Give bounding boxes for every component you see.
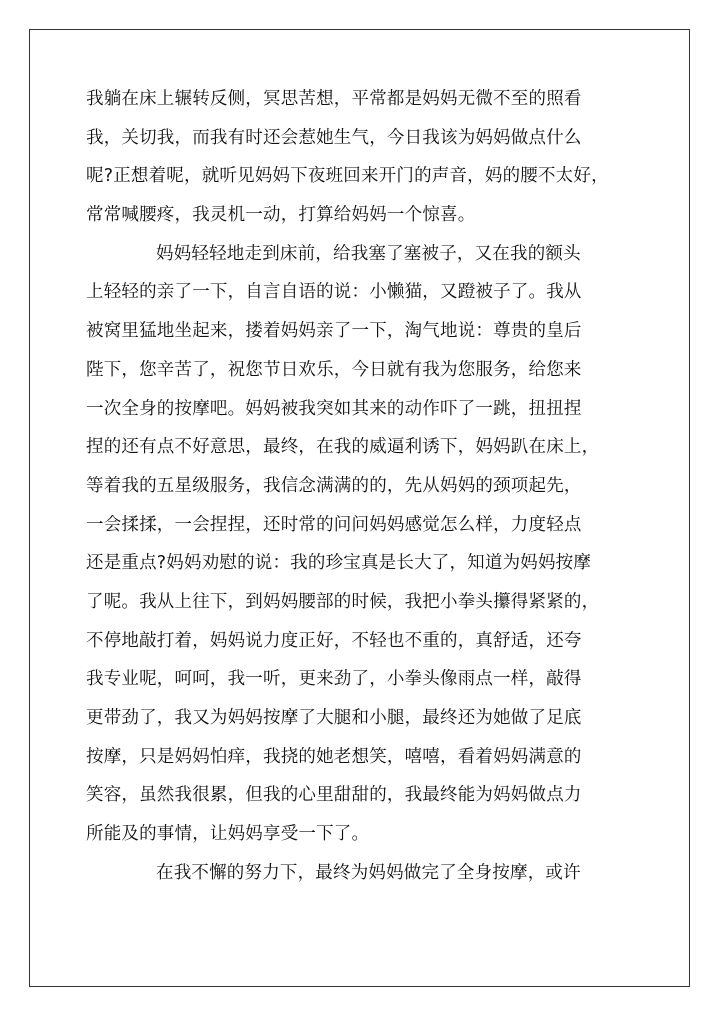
text-line: 常常喊腰疼，我灵机一动，打算给妈妈一个惊喜。	[86, 205, 476, 226]
text-line: 不停地敲打着，妈妈说力度正好，不轻也不重的，真舒适，还夸	[86, 630, 582, 651]
text-line: 等着我的五星级服务，我信念满满的的，先从妈妈的颈项起先，	[86, 475, 582, 496]
text-line: 更带劲了，我又为妈妈按摩了大腿和小腿，最终还为她做了足底	[86, 708, 582, 728]
text-line: 呢?正想着呢，就听见妈妈下夜班回来开门的声音，妈的腰不太好，	[86, 166, 609, 187]
text-line: 在我不懈的努力下，最终为妈妈做完了全身按摩，或许	[156, 862, 581, 883]
paragraph	[86, 854, 646, 893]
text-line: 被窝里猛地坐起来，搂着妈妈亲了一下，淘气地说：尊贵的皇后	[86, 321, 582, 342]
document-body	[86, 80, 646, 892]
text-line: 了呢。我从上往下，到妈妈腰部的时候，我把小拳头攥得紧紧的，	[86, 591, 600, 612]
text-line: 一次全身的按摩吧。妈妈被我突如其来的动作吓了一跳，扭扭捏	[86, 398, 582, 419]
text-line: 一会揉揉，一会捏捏，还时常的问问妈妈感觉怎么样，力度轻点	[86, 514, 582, 535]
text-line: 还是重点?妈妈劝慰的说：我的珍宝真是长大了，知道为妈妈按摩	[86, 553, 592, 574]
text-line: 我躺在床上辗转反侧，冥思苦想，平常都是妈妈无微不至的照看	[86, 89, 582, 109]
text-line: 上轻轻的亲了一下，自言自语的说：小懒猫，又蹬被子了。我从	[86, 282, 582, 303]
paragraph	[86, 80, 646, 235]
text-line: 妈妈轻轻地走到床前，给我塞了塞被子，又在我的额头	[156, 243, 581, 264]
paragraph	[86, 235, 646, 854]
text-line: 陛下，您辛苦了，祝您节日欢乐，今日就有我为您服务，给您来	[86, 359, 582, 380]
text-line: 我专业呢，呵呵，我一听，更来劲了，小拳头像雨点一样，敲得	[86, 669, 582, 690]
text-line: 捏的还有点不好意思，最终，在我的威逼利诱下，妈妈趴在床上，	[86, 437, 600, 458]
text-line: 所能及的事情，让妈妈享受一下了。	[86, 824, 370, 845]
text-line: 笑容，虽然我很累，但我的心里甜甜的，我最终能为妈妈做点力	[86, 785, 582, 806]
text-line: 按摩，只是妈妈怕痒，我挠的她老想笑，嘻嘻，看着妈妈满意的	[86, 746, 582, 767]
text-line: 我，关切我，而我有时还会惹她生气，今日我该为妈妈做点什么	[86, 127, 582, 148]
